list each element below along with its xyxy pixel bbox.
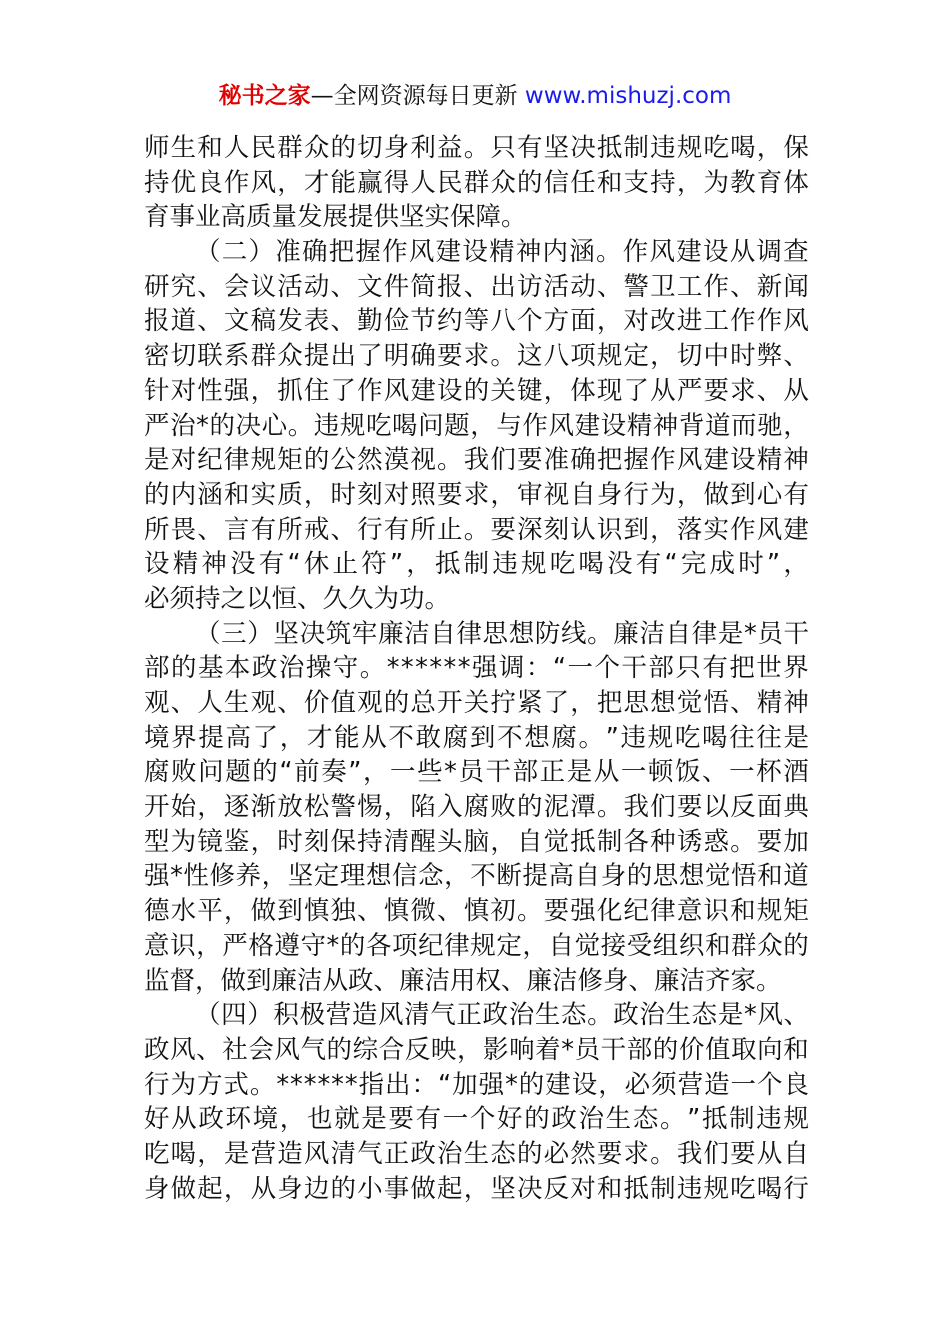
text-line: 育事业高质量发展提供坚实保障。	[144, 202, 527, 233]
text-line: 德 水 平 ， 做 到 慎 独 、 慎 微 、 慎 初 。 要 强 化 纪 律 意 识 和 规 矩	[144, 896, 809, 927]
text-line: 必须持之以恒、久久为功。	[144, 583, 451, 614]
text-line: 部 的 基 本 政 治 操 守 。 * * * * * * 强 调 ： “ 一 个 干 部 只 有 把 世 界	[144, 653, 809, 684]
text-line: 观 、 人 生 观 、 价 值 观 的 总 开 关 拧 紧 了 ， 把 思 想 觉 悟 、 精 神	[144, 688, 809, 718]
site-header	[0, 80, 950, 112]
text-line: 是 对 纪 律 规 矩 的 公 然 漠 视 。 我 们 要 准 确 把 握 作 风 建 设 精 神	[144, 445, 809, 476]
text-line: （ 二 ） 准 确 把 握 作 风 建 设 精 神 内 涵 。 作 风 建 设 从 调 查	[195, 237, 809, 268]
text-line: 监督，做到廉洁从政、廉洁用权、廉洁修身、廉洁齐家。	[144, 965, 782, 996]
text-line: 师 生 和 人 民 群 众 的 切 身 利 益 。 只 有 坚 决 抵 制 违 规 吃 喝 ， 保	[144, 133, 809, 163]
text-line: 报 道 、 文 稿 发 表 、 勤 俭 节 约 等 八 个 方 面 ， 对 改 进 工 作 作 风	[144, 306, 809, 337]
text-line: 开 始 ， 逐 渐 放 松 警 惕 ， 陷 入 腐 败 的 泥 潭 。 我 们 要 以 反 面 典	[144, 792, 809, 823]
brand-name: 秘书之家	[218, 83, 311, 109]
text-line: 的 内 涵 和 实 质 ， 时 刻 对 照 要 求 ， 审 视 自 身 行 为 ， 做 到 心 有	[144, 479, 809, 510]
text-line: 针 对 性 强 ， 抓 住 了 作 风 建 设 的 关 键 ， 体 现 了 从 严 要 求 、 从	[144, 375, 809, 406]
text-line: 腐 败 问 题 的 “ 前 奏 ” ， 一 些 * 员 干 部 正 是 从 一 顿 饭 、 一 杯 酒	[144, 757, 809, 788]
text-line: （ 四 ） 积 极 营 造 风 清 气 正 政 治 生 态 。 政 治 生 态 是 * 风 、	[195, 1000, 809, 1031]
text-line: 严 治 * 的 决 心 。 违 规 吃 喝 问 题 ， 与 作 风 建 设 精 神 背 道 而 驰 ，	[144, 410, 809, 441]
text-line: 意 识 ， 严 格 遵 守 * 的 各 项 纪 律 规 定 ， 自 觉 接 受 组 织 和 群 众 的	[144, 930, 809, 961]
text-line: 好 从 政 环 境 ， 也 就 是 要 有 一 个 好 的 政 治 生 态 。 ” 抵 制 违 规	[144, 1104, 809, 1135]
text-line: 密 切 联 系 群 众 提 出 了 明 确 要 求 。 这 八 项 规 定 ， 切 中 时 弊 、	[144, 341, 809, 372]
text-line: 型 为 镜 鉴 ， 时 刻 保 持 清 醒 头 脑 ， 自 觉 抵 制 各 种 诱 惑 。 要 加	[144, 826, 809, 857]
document-body	[144, 131, 809, 1206]
text-line: （ 三 ） 坚 决 筑 牢 廉 洁 自 律 思 想 防 线 。 廉 洁 自 律 是 * 员 干	[195, 618, 809, 649]
text-line: 境 界 提 高 了 ， 才 能 从 不 敢 腐 到 不 想 腐 。 ” 违 规 吃 喝 往 往 是	[144, 722, 809, 753]
site-url[interactable]: www.mishuzj.com	[524, 83, 732, 109]
text-line: 研 究 、 会 议 活 动 、 文 件 简 报 、 出 访 活 动 、 警 卫 工 作 、 新 闻	[144, 271, 809, 302]
text-line: 政 风 、 社 会 风 气 的 综 合 反 映 ， 影 响 着 * 员 干 部 的 价 值 取 向 和	[144, 1034, 809, 1065]
text-line: 行 为 方 式 。 * * * * * * 指 出 ： “ 加 强 * 的 建 设 ， 必 须 营 造 一 个 良	[144, 1069, 809, 1100]
tagline: —全网资源每日更新	[310, 83, 518, 109]
text-line: 持 优 良 作 风 ， 才 能 赢 得 人 民 群 众 的 信 任 和 支 持 ， 为 教 育 体	[144, 167, 809, 198]
text-line: 强 * 性 修 养 ， 坚 定 理 想 信 念 ， 不 断 提 高 自 身 的 思 想 觉 悟 和 道	[144, 861, 809, 892]
text-line: 设 精 神 没 有 “ 休 止 符 ” ， 抵 制 违 规 吃 喝 没 有 “ 完 成 时 ” ，	[144, 549, 809, 580]
text-line: 身 做 起 ， 从 身 边 的 小 事 做 起 ， 坚 决 反 对 和 抵 制 违 规 吃 喝 行	[144, 1173, 809, 1204]
text-line: 所 畏 、 言 有 所 戒 、 行 有 所 止 。 要 深 刻 认 识 到 ， 落 实 作 风 建	[144, 514, 809, 545]
text-line: 吃 喝 ， 是 营 造 风 清 气 正 政 治 生 态 的 必 然 要 求 。 我 们 要 从 自	[144, 1138, 809, 1169]
